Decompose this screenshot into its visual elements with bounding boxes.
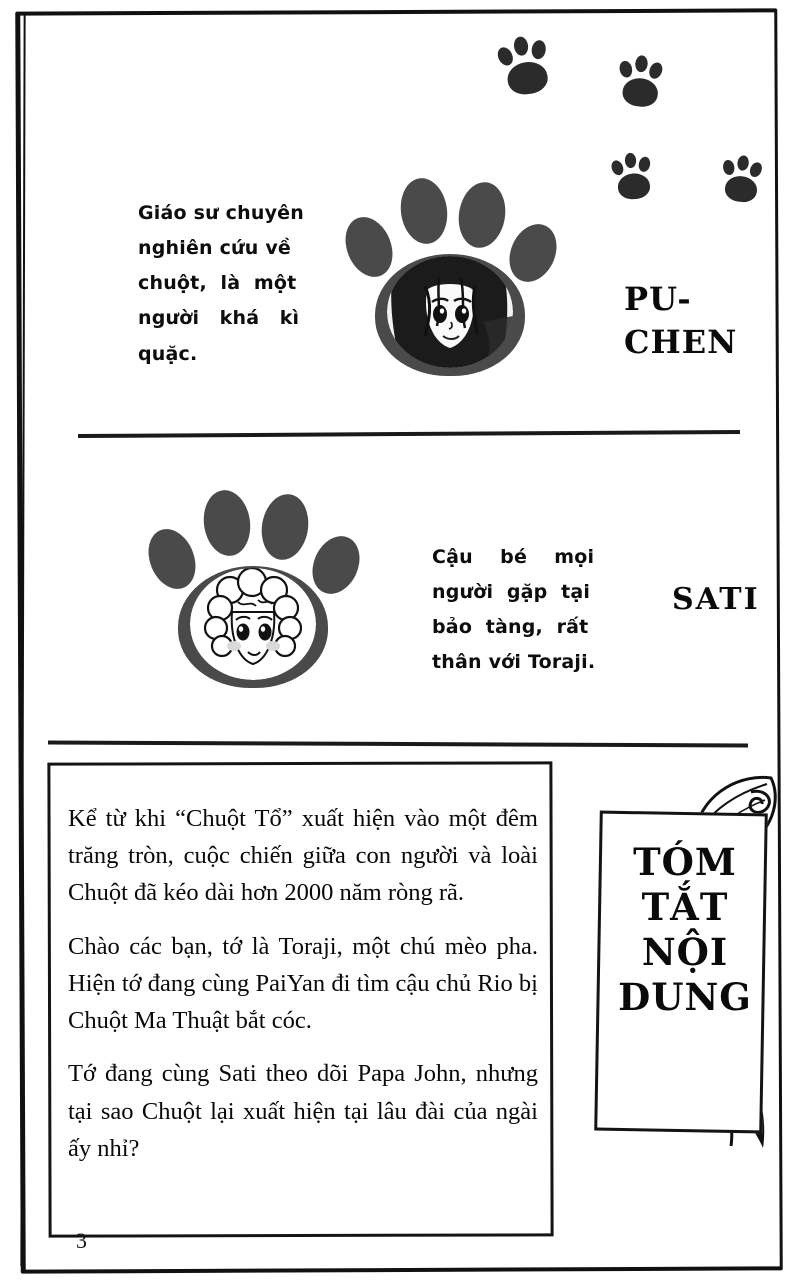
character-name-sati: SATI <box>672 582 760 617</box>
description-line: Cậu bé mọi <box>432 546 595 568</box>
description-line: chuột, là một <box>138 272 297 295</box>
summary-title-line: TẮT <box>641 885 729 930</box>
summary-paragraph: Tớ đang cùng Sati theo dõi Papa John, nhưng tại sao Chuột lại xuất hiện tại lâu đài của ngài ấy nhỉ? <box>68 1060 538 1162</box>
description-line: người gặp tại <box>432 581 591 604</box>
summary-title <box>605 840 765 1021</box>
summary-paragraph: Kể từ khi “Chuột Tổ” xuất hiện vào một đêm trăng tròn, cuộc chiến giữa con người và loài Chuột đã kéo dài hơn 2000 năm ròng rã. <box>68 805 538 907</box>
page-number: 3 <box>76 1228 87 1253</box>
description-line: bảo tàng, rất <box>432 616 589 639</box>
summary-paragraph: Chào các bạn, tớ là Toraji, một chú mèo pha. Hiện tớ đang cùng PaiYan đi tìm cậu chủ Rio bị Chuột Ma Thuật bắt cóc. <box>68 932 538 1035</box>
summary-title-line: TÓM <box>633 840 737 884</box>
character-name-line: CHEN <box>624 323 738 362</box>
avatar-pu-chen <box>387 256 513 368</box>
paw-print-frame-pu-chen <box>345 168 555 378</box>
description-line: Giáo sư chuyên <box>138 202 304 224</box>
paw-print-icon <box>613 53 665 105</box>
summary-scroll <box>575 770 790 1170</box>
description-line: thân với Toraji. <box>432 651 596 674</box>
description-line: người khá kì <box>138 307 300 330</box>
character-description-sati <box>432 540 652 681</box>
description-line: quặc. <box>138 342 198 365</box>
character-description-pu-chen <box>138 196 338 372</box>
summary-title-line: DUNG <box>618 975 752 1020</box>
avatar-sati <box>190 568 316 680</box>
paw-print-frame-sati <box>148 480 358 690</box>
paw-print-icon <box>492 32 562 102</box>
description-line: nghiên cứu về <box>138 237 291 260</box>
paw-print-icon <box>716 152 761 197</box>
character-name-pu-chen <box>624 278 737 364</box>
summary-title-line: NỘI <box>641 930 729 975</box>
paw-print-icon <box>608 152 651 195</box>
summary-text <box>68 800 538 1167</box>
character-name-line: PU- <box>624 280 692 318</box>
